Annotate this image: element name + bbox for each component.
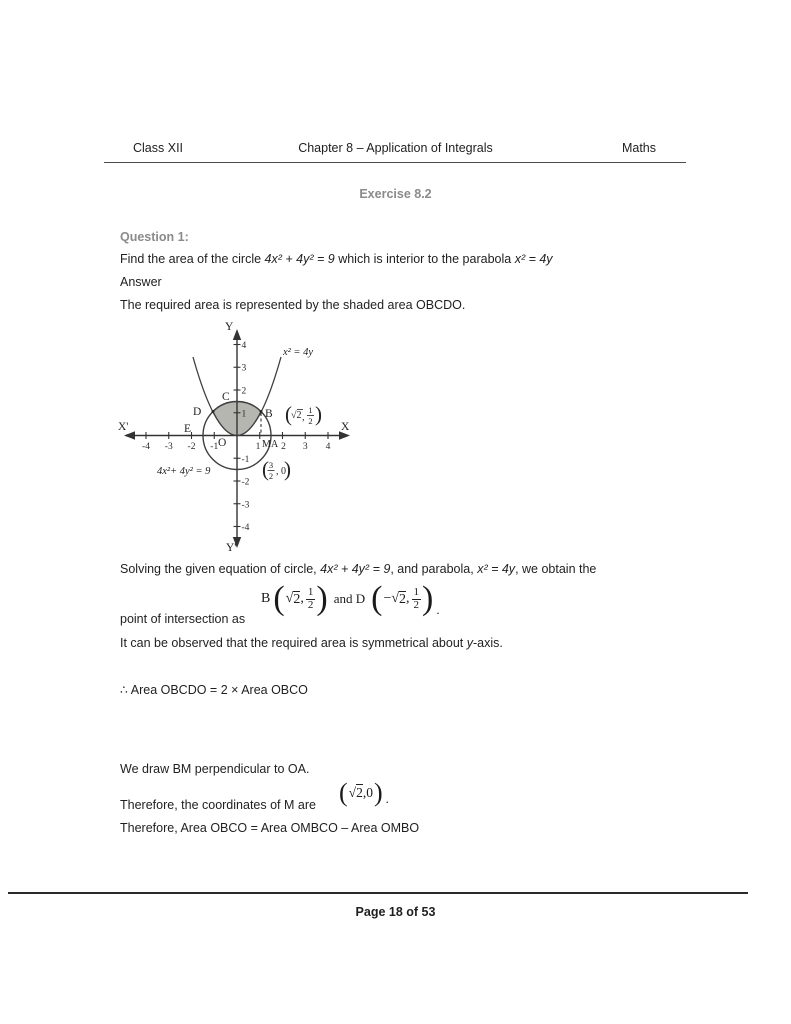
svg-text:): ) <box>315 402 322 426</box>
question-text-pre: Find the area of the circle <box>120 252 265 266</box>
answer-label: Answer <box>120 275 162 289</box>
point-label-b: B <box>265 408 273 420</box>
svg-text:1: 1 <box>308 405 313 415</box>
svg-text:): ) <box>284 457 291 481</box>
zero-part: ,0 <box>362 784 373 800</box>
point-label-e: E <box>184 423 192 435</box>
solving-text-pre: Solving the given equation of circle, <box>120 562 321 576</box>
y-tick-label: 3 <box>241 363 247 374</box>
y-tick-label: -2 <box>241 477 250 488</box>
open-paren: ( <box>273 580 285 617</box>
symmetry-text-post: -axis. <box>472 636 503 650</box>
area-relation-line: ∴ Area OBCDO = 2 × Area OBCO <box>120 683 308 697</box>
svg-text:3: 3 <box>268 460 274 470</box>
b-coordinate-label <box>285 402 322 426</box>
parabola-equation-label: x² = 4y <box>283 347 314 358</box>
y-tick-label: -3 <box>241 500 250 511</box>
solving-circle-equation: 4x² + 4y² = 9 <box>320 562 391 576</box>
a-coordinate-label <box>262 457 291 481</box>
header-subject-label: Maths <box>621 141 656 155</box>
point-label-a: A <box>271 439 279 450</box>
question-label: Question 1: <box>120 230 189 244</box>
solving-parabola-equation: x² = 4y <box>477 562 516 576</box>
radicand: 2 <box>356 785 363 801</box>
svg-text:(: ( <box>285 402 292 426</box>
axis-label-x: X <box>341 421 350 433</box>
header-rule <box>104 162 686 163</box>
answer-intro-line: The required area is represented by the shaded area OBCDO. <box>120 298 466 312</box>
x-tick-label: 2 <box>281 442 286 452</box>
comma: , <box>406 591 410 607</box>
exercise-title: Exercise 8.2 <box>359 187 432 201</box>
question-text-mid: which is interior to the parabola <box>334 252 515 266</box>
radicand: 2 <box>399 591 407 607</box>
x-tick-label: -4 <box>142 442 150 452</box>
period: . <box>436 601 440 617</box>
point-d-dot <box>212 410 215 413</box>
m-coords-prefix: Therefore, the coordinates of M are <box>120 798 316 812</box>
open-paren: ( <box>371 580 383 617</box>
y-tick-label: 1 <box>241 409 247 420</box>
radical-sign: √ <box>348 784 357 800</box>
x-tick-label: -3 <box>164 442 173 452</box>
radical-sign: −√ <box>383 591 400 607</box>
close-paren: ) <box>373 778 383 807</box>
circle-equation-label: 4x²+ 4y² = 9 <box>157 466 211 477</box>
x-tick-label: -1 <box>210 442 219 452</box>
svg-text:2: 2 <box>308 416 313 426</box>
formula-b-label: B <box>261 591 271 607</box>
figure-graph <box>112 318 352 558</box>
fraction: $\frac{1}{2}$ <box>307 586 314 611</box>
bm-line: We draw BM perpendicular to OA. <box>120 762 310 776</box>
y-tick-label: -4 <box>241 523 250 533</box>
y-tick-label: 2 <box>241 386 247 397</box>
symmetry-line <box>120 635 503 651</box>
symmetry-text-pre: It can be observed that the required area is symmetrical about <box>120 636 467 650</box>
close-paren: ) <box>422 580 434 617</box>
x-tick-label: 4 <box>325 442 331 452</box>
period: . <box>385 791 389 807</box>
radicand: 2 <box>293 591 301 607</box>
page-number: Page 18 of 53 <box>355 905 436 919</box>
point-b-dot <box>260 410 263 413</box>
x-tick-label: -2 <box>187 442 196 452</box>
symmetry-variable: y <box>466 636 473 650</box>
open-paren: ( <box>339 778 348 807</box>
x-tick-label: 3 <box>302 442 308 452</box>
svg-text:, 0: , 0 <box>276 466 286 477</box>
intersection-prefix: point of intersection as <box>120 612 246 626</box>
comma: , <box>300 591 304 607</box>
intersection-formula <box>261 580 440 617</box>
solving-text-post: , we obtain the <box>515 562 597 576</box>
point-label-m: M <box>262 439 271 450</box>
y-tick-label: -1 <box>241 455 250 465</box>
axis-label-y-prime: Y' <box>226 542 237 554</box>
close-paren: ) <box>316 580 328 617</box>
m-coords-formula <box>338 778 389 807</box>
solving-text-mid: , and parabola, <box>390 562 478 576</box>
y-axis-top-arrow-icon <box>233 329 241 340</box>
figure-svg <box>112 318 352 558</box>
svg-text:2: 2 <box>268 471 274 481</box>
question-line <box>120 251 553 267</box>
axis-label-y: Y <box>225 321 234 333</box>
solving-line <box>120 561 596 577</box>
svg-text:,: , <box>302 412 305 423</box>
x-tick-label: 1 <box>255 442 261 452</box>
radical-sign: √ <box>285 591 294 607</box>
fraction: $\frac{1}{2}$ <box>413 586 420 611</box>
svg-text:√2: √2 <box>291 410 302 421</box>
point-label-d: D <box>193 406 202 418</box>
y-tick-label: 4 <box>241 341 247 351</box>
point-label-c: C <box>222 391 230 403</box>
axis-label-x-prime: X' <box>118 421 129 433</box>
header-chapter-label: Chapter 8 – Application of Integrals <box>298 141 493 155</box>
point-label-o: O <box>218 437 227 449</box>
footer-rule <box>8 892 748 894</box>
question-circle-equation: 4x² + 4y² = 9 <box>264 252 335 266</box>
question-parabola-equation: x² = 4y <box>514 252 553 266</box>
svg-text:(: ( <box>262 457 269 481</box>
area-relation2-line: Therefore, Area OBCO = Area OMBCO – Area OMBO <box>120 821 420 835</box>
formula-and-d-label: and D <box>333 591 366 607</box>
header-class-label: Class XII <box>133 141 184 155</box>
